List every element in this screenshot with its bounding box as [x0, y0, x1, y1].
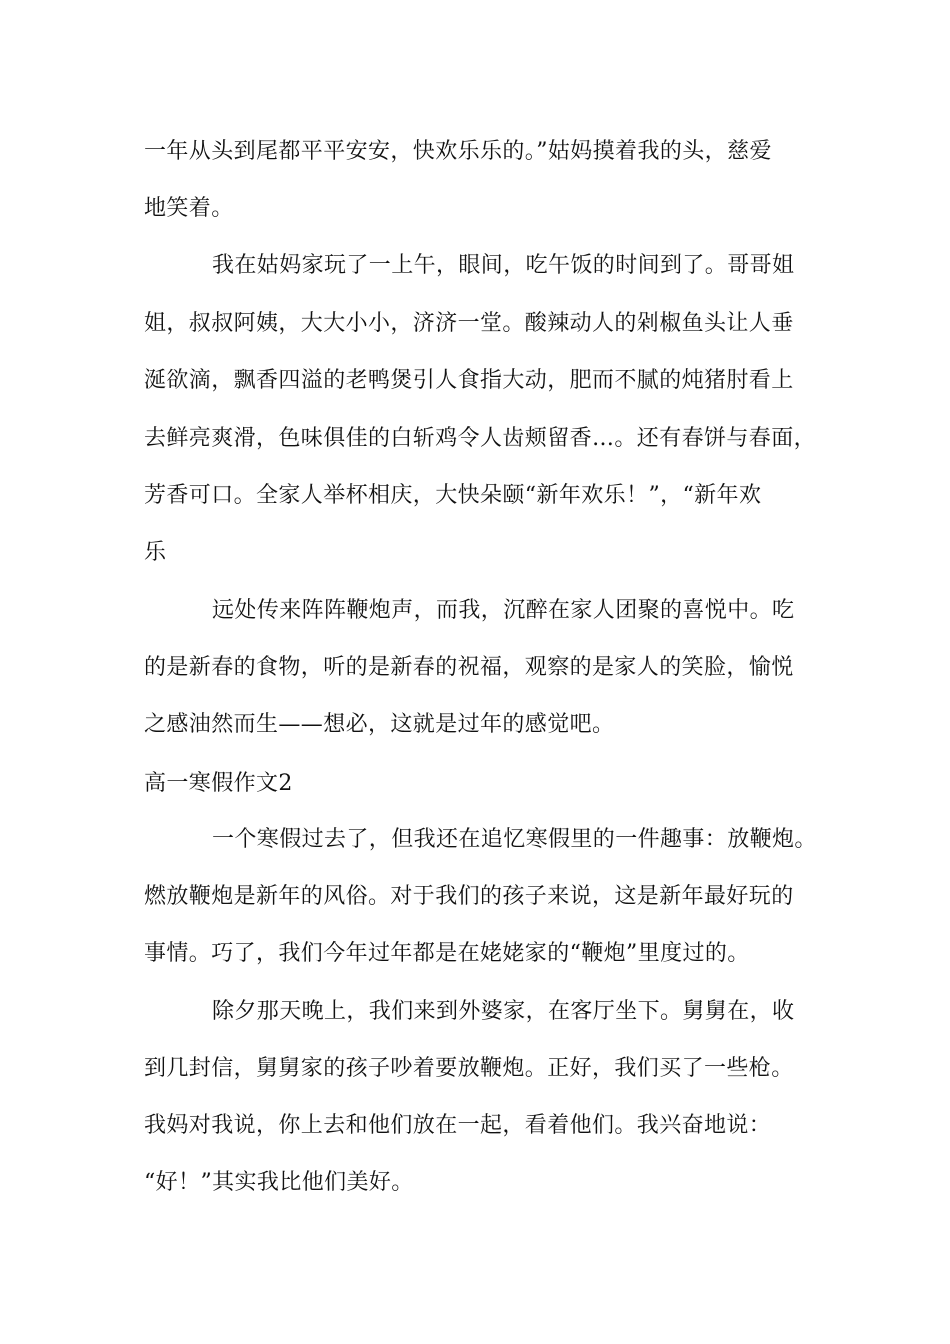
text-line: 远处传来阵阵鞭炮声，而我，沉醉在家人团聚的喜悦中。吃 [212, 598, 795, 623]
text-line: 一个寒假过去了，但我还在追忆寒假里的一件趣事：放鞭炮。 [212, 827, 817, 852]
section-heading: 高一寒假作文2 [144, 771, 293, 796]
text-line: 我在姑妈家玩了一上午，眼间，吃午饭的时间到了。哥哥姐 [212, 253, 795, 278]
text-line: 我妈对我说，你上去和他们放在一起，看着他们。我兴奋地说： [144, 1113, 772, 1138]
text-line: 地笑着。 [144, 196, 234, 221]
text-line: 之感油然而生——想必，这就是过年的感觉吧。 [144, 712, 615, 737]
text-line: 芳香可口。全家人举杯相庆，大快朵颐“新年欢乐！”，“新年欢 [144, 483, 762, 508]
text-line: 乐 [144, 540, 167, 565]
text-line: 去鲜亮爽滑，色味俱佳的白斩鸡令人齿颊留香…。还有春饼与春面， [144, 426, 817, 451]
text-line: “好！”其实我比他们美好。 [144, 1170, 414, 1195]
text-line: 一年从头到尾都平平安安，快欢乐乐的。”姑妈摸着我的头，慈爱 [144, 139, 772, 164]
text-line: 事情。巧了，我们今年过年都是在姥姥家的“鞭炮”里度过的。 [144, 941, 750, 966]
text-line: 到几封信，舅舅家的孩子吵着要放鞭炮。正好，我们买了一些枪。 [144, 1056, 794, 1081]
text-line: 燃放鞭炮是新年的风俗。对于我们的孩子来说，这是新年最好玩的 [144, 884, 794, 909]
text-line: 姐，叔叔阿姨，大大小小，济济一堂。酸辣动人的剁椒鱼头让人垂 [144, 311, 794, 336]
text-line: 涎欲滴，飘香四溢的老鸭煲引人食指大动，肥而不腻的炖猪肘看上 [144, 368, 794, 393]
text-line: 除夕那天晚上，我们来到外婆家，在客厅坐下。舅舅在，收 [212, 999, 795, 1024]
text-line: 的是新春的食物，听的是新春的祝福，观察的是家人的笑脸，愉悦 [144, 655, 794, 680]
